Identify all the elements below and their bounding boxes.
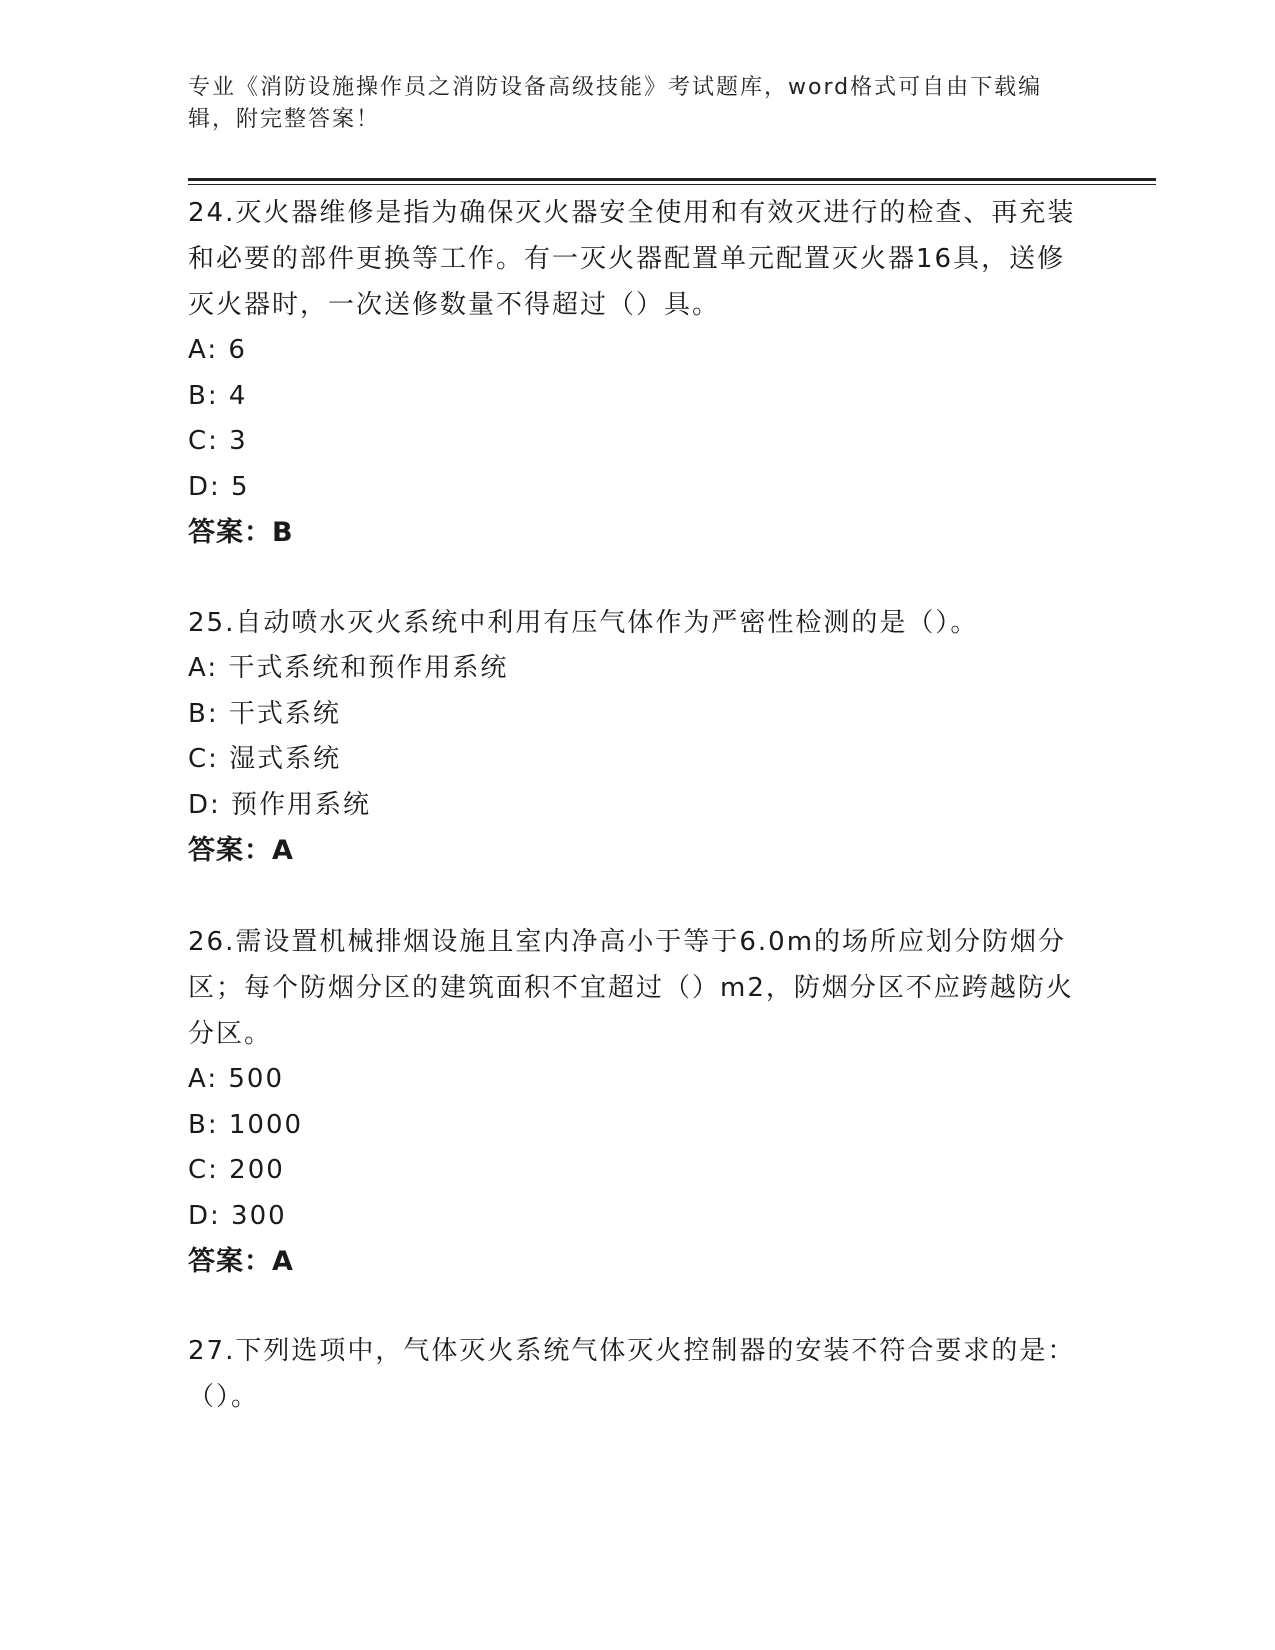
document-header (188, 72, 1068, 136)
question-24 (188, 190, 1088, 556)
question-stem: 27.下列选项中，气体灭火系统气体灭火控制器的安装不符合要求的是：（）。 (188, 1336, 1076, 1412)
option-a: A: 500 (188, 1064, 284, 1094)
header-text: 专业《消防设施操作员之消防设备高级技能》考试题库，word格式可自由下载编辑，附完整答案！ (188, 75, 1043, 132)
option-c: C: 3 (188, 426, 248, 456)
option-b: B: 4 (188, 380, 248, 411)
option-a: A: 6 (188, 335, 247, 365)
option-c: C: 200 (188, 1155, 285, 1185)
answer-line: 答案：A (188, 835, 294, 866)
question-stem: 25.自动喷水灭火系统中利用有压气体作为严密性检测的是（）。 (188, 608, 979, 638)
question-stem: 24.灭火器维修是指为确保灭火器安全使用和有效灭进行的检查、再充装和必要的部件更换等工作。有一灭火器配置单元配置灭火器16具，送修灭火器时，一次送修数量不得超过（）具。 (188, 198, 1076, 320)
option-a: A: 干式系统和预作用系统 (188, 653, 509, 683)
option-c: C: 湿式系统 (188, 744, 342, 774)
option-b: B: 干式系统 (188, 698, 341, 729)
question-stem: 26.需设置机械排烟设施且室内净高小于等于6.0m的场所应划分防烟分区；每个防烟分区的建筑面积不宜超过（）m2，防烟分区不应跨越防火分区。 (188, 927, 1074, 1049)
option-d: D: 300 (188, 1200, 287, 1231)
question-25 (188, 600, 1088, 874)
answer-line: 答案：B (188, 517, 294, 548)
question-26 (188, 919, 1088, 1285)
option-d: D: 5 (188, 471, 250, 502)
header-divider-thick (188, 178, 1156, 181)
option-d: D: 预作用系统 (188, 789, 372, 820)
option-b: B: 1000 (188, 1109, 304, 1140)
answer-line: 答案：A (188, 1246, 294, 1277)
header-divider-thin (188, 184, 1156, 185)
question-27 (188, 1328, 1088, 1420)
